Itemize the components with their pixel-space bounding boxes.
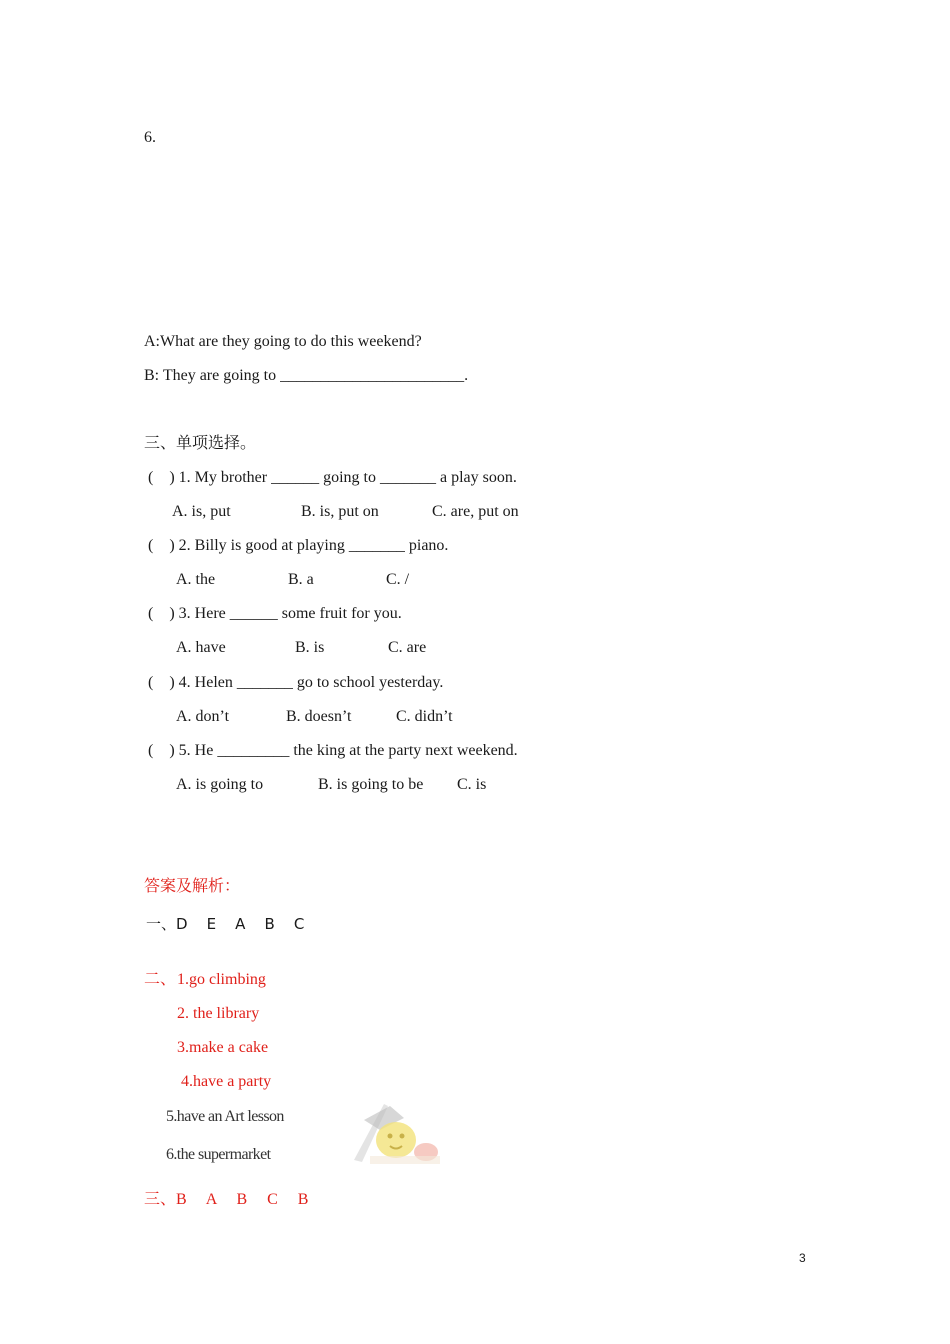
option-a: A. have bbox=[176, 639, 226, 656]
option-a: A. don’t bbox=[176, 708, 230, 725]
answers-part2-label: 二、 bbox=[144, 971, 177, 988]
page-number: 3 bbox=[799, 1251, 806, 1265]
option-c: C. are, put on bbox=[432, 503, 519, 520]
answer-item: 2. the library bbox=[177, 1005, 260, 1022]
option-b: B. doesn’t bbox=[286, 708, 352, 725]
question-stem: ( ) 2. Billy is good at playing _______ piano. bbox=[148, 537, 449, 554]
answer-item: 1.go climbing bbox=[177, 971, 266, 988]
option-c: C. / bbox=[386, 571, 410, 588]
answers-heading: 答案及解析： bbox=[144, 878, 241, 895]
option-c: C. didn’t bbox=[396, 708, 453, 725]
option-b: B. a bbox=[288, 571, 314, 588]
question-stem: ( ) 5. He _________ the king at the party next weekend. bbox=[148, 742, 518, 759]
option-a: A. the bbox=[176, 571, 216, 588]
question-stem: ( ) 4. Helen _______ go to school yesterday. bbox=[148, 674, 444, 691]
dialog-line-a: A:What are they going to do this weekend? bbox=[144, 333, 422, 350]
option-b: B. is bbox=[295, 639, 325, 656]
section-title: 三、单项选择。 bbox=[144, 435, 257, 452]
answer-item: 6.the supermarket bbox=[166, 1146, 271, 1163]
question-stem: ( ) 1. My brother ______ going to _______ a play soon. bbox=[148, 469, 517, 486]
option-c: C. are bbox=[388, 639, 427, 656]
option-a: A. is, put bbox=[172, 503, 231, 520]
dialog-line-b: B: They are going to _______________________. bbox=[144, 367, 469, 384]
answer-item: 3.make a cake bbox=[177, 1039, 269, 1056]
option-c: C. is bbox=[457, 776, 487, 793]
answers-part3: 三、B A B C B bbox=[144, 1191, 309, 1208]
option-b: B. is going to be bbox=[318, 776, 424, 793]
answers-part1: 一、D E A B C bbox=[146, 915, 305, 933]
answer-item: 5.have an Art lesson bbox=[166, 1108, 284, 1125]
item-number: 6. bbox=[144, 129, 156, 146]
question-stem: ( ) 3. Here ______ some fruit for you. bbox=[148, 605, 402, 622]
option-b: B. is, put on bbox=[301, 503, 379, 520]
answer-item: 4.have a party bbox=[181, 1073, 272, 1090]
option-a: A. is going to bbox=[176, 776, 264, 793]
mascot-watermark-icon bbox=[350, 1100, 442, 1166]
